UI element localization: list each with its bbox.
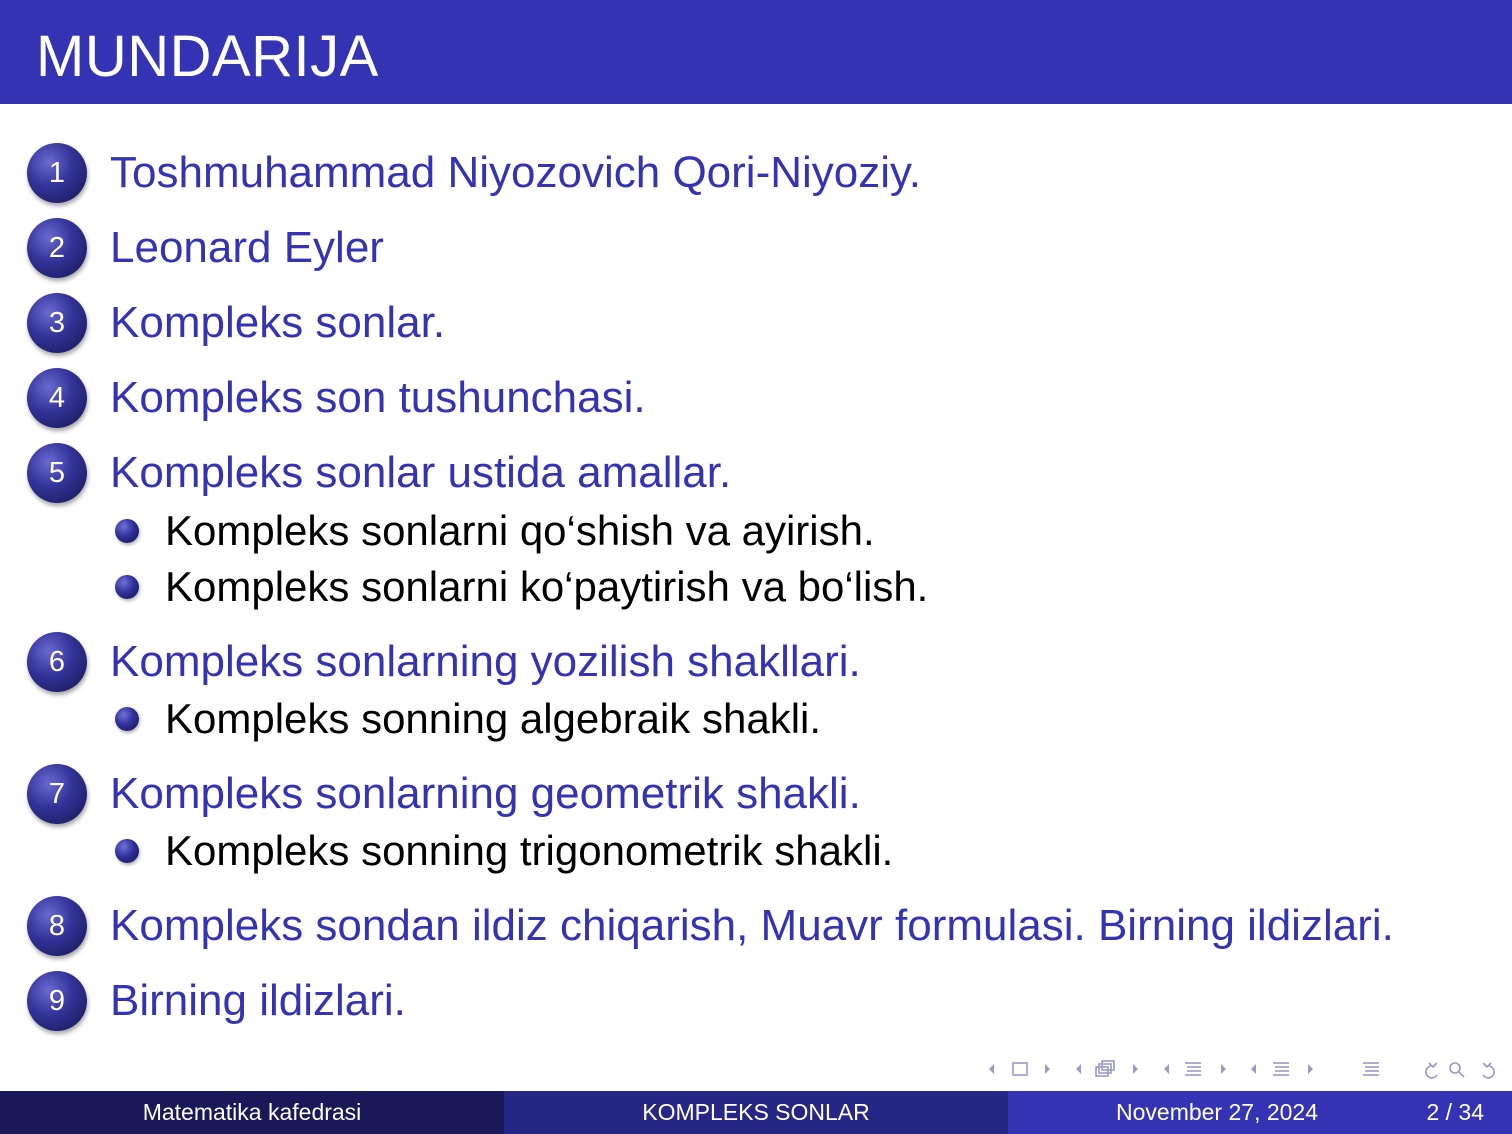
- navigation-bar: [985, 1058, 1505, 1080]
- redo-icon[interactable]: [1483, 1063, 1494, 1078]
- toc-subsection-5-1[interactable]: [0, 504, 1512, 558]
- footer: [0, 1091, 1512, 1134]
- section-number-badge: 8: [27, 896, 87, 956]
- prev-frame-icon[interactable]: [989, 1064, 994, 1074]
- toc-section-1[interactable]: [0, 143, 1512, 203]
- next-frame-icon[interactable]: [1045, 1064, 1050, 1074]
- section-number-badge: 7: [27, 764, 87, 824]
- section-icon[interactable]: [1185, 1063, 1201, 1075]
- frame-title: MUNDARIJA: [36, 24, 379, 89]
- subsection-label[interactable]: Kompleks sonning trigonometrik shakli.: [165, 827, 894, 874]
- next-toc-icon[interactable]: [1308, 1064, 1313, 1074]
- frame-icon[interactable]: [1013, 1063, 1027, 1075]
- footer-institute: Matematika kafedrasi: [0, 1091, 504, 1134]
- toc-section-4[interactable]: [0, 368, 1512, 428]
- toc-subsection-5-2[interactable]: [0, 560, 1512, 614]
- subsection-icon[interactable]: [1096, 1061, 1114, 1076]
- section-label[interactable]: Toshmuhammad Niyozovich Qori-Niyoziy.: [110, 148, 921, 197]
- toc-subsection-6-1[interactable]: [0, 692, 1512, 746]
- toc-section-8[interactable]: [0, 896, 1512, 956]
- section-label[interactable]: Kompleks sonlar ustida amallar.: [110, 448, 732, 497]
- footer-title: KOMPLEKS SONLAR: [504, 1091, 1008, 1134]
- toc-subsection-7-1[interactable]: [0, 824, 1512, 878]
- bullet-icon: [115, 519, 139, 543]
- toc-section-7[interactable]: [0, 764, 1512, 824]
- section-label[interactable]: Kompleks sondan ildiz chiqarish, Muavr formulasi. Birning ildizlari.: [110, 901, 1394, 950]
- section-label[interactable]: Kompleks son tushunchasi.: [110, 373, 646, 422]
- section-number-badge: 2: [27, 218, 87, 278]
- toc-section-6[interactable]: [0, 632, 1512, 692]
- section-number-badge: 9: [27, 971, 87, 1031]
- subsection-label[interactable]: Kompleks sonning algebraik shakli.: [165, 695, 822, 742]
- bullet-icon: [115, 707, 139, 731]
- prev-subsection-icon[interactable]: [1076, 1064, 1081, 1074]
- section-label[interactable]: Birning ildizlari.: [110, 976, 406, 1025]
- prev-toc-icon[interactable]: [1251, 1064, 1256, 1074]
- section-label[interactable]: Kompleks sonlar.: [110, 298, 446, 347]
- section-label[interactable]: Kompleks sonlarning geometrik shakli.: [110, 769, 861, 818]
- section-label[interactable]: Kompleks sonlarning yozilish shakllari.: [110, 637, 861, 686]
- footer-right-panel: [1008, 1091, 1512, 1134]
- prev-section-icon[interactable]: [1164, 1064, 1169, 1074]
- section-number-badge: 1: [27, 143, 87, 203]
- footer-date: November 27, 2024: [1116, 1099, 1319, 1125]
- section-number-badge: 4: [27, 368, 87, 428]
- toc-icon[interactable]: [1273, 1063, 1289, 1075]
- toc-section-3[interactable]: [0, 293, 1512, 353]
- section-label[interactable]: Leonard Eyler: [110, 223, 384, 272]
- next-section-icon[interactable]: [1221, 1064, 1226, 1074]
- undo-icon[interactable]: [1426, 1063, 1437, 1078]
- toc-section-5[interactable]: [0, 443, 1512, 503]
- search-icon[interactable]: [1450, 1063, 1464, 1077]
- section-number-badge: 6: [27, 632, 87, 692]
- bullet-icon: [115, 575, 139, 599]
- subsection-label[interactable]: Kompleks sonlarni ko‘paytirish va bo‘lish.: [165, 563, 929, 610]
- menu-icon[interactable]: [1363, 1063, 1379, 1075]
- section-number-badge: 5: [27, 443, 87, 503]
- frame-title-bar: [0, 0, 1512, 104]
- toc-section-2[interactable]: [0, 218, 1512, 278]
- subsection-label[interactable]: Kompleks sonlarni qo‘shish va ayirish.: [165, 507, 875, 554]
- bullet-icon: [115, 839, 139, 863]
- next-subsection-icon[interactable]: [1133, 1064, 1138, 1074]
- toc-section-9[interactable]: [0, 971, 1512, 1031]
- section-number-badge: 3: [27, 293, 87, 353]
- footer-page-number: 2 / 34: [1426, 1099, 1484, 1125]
